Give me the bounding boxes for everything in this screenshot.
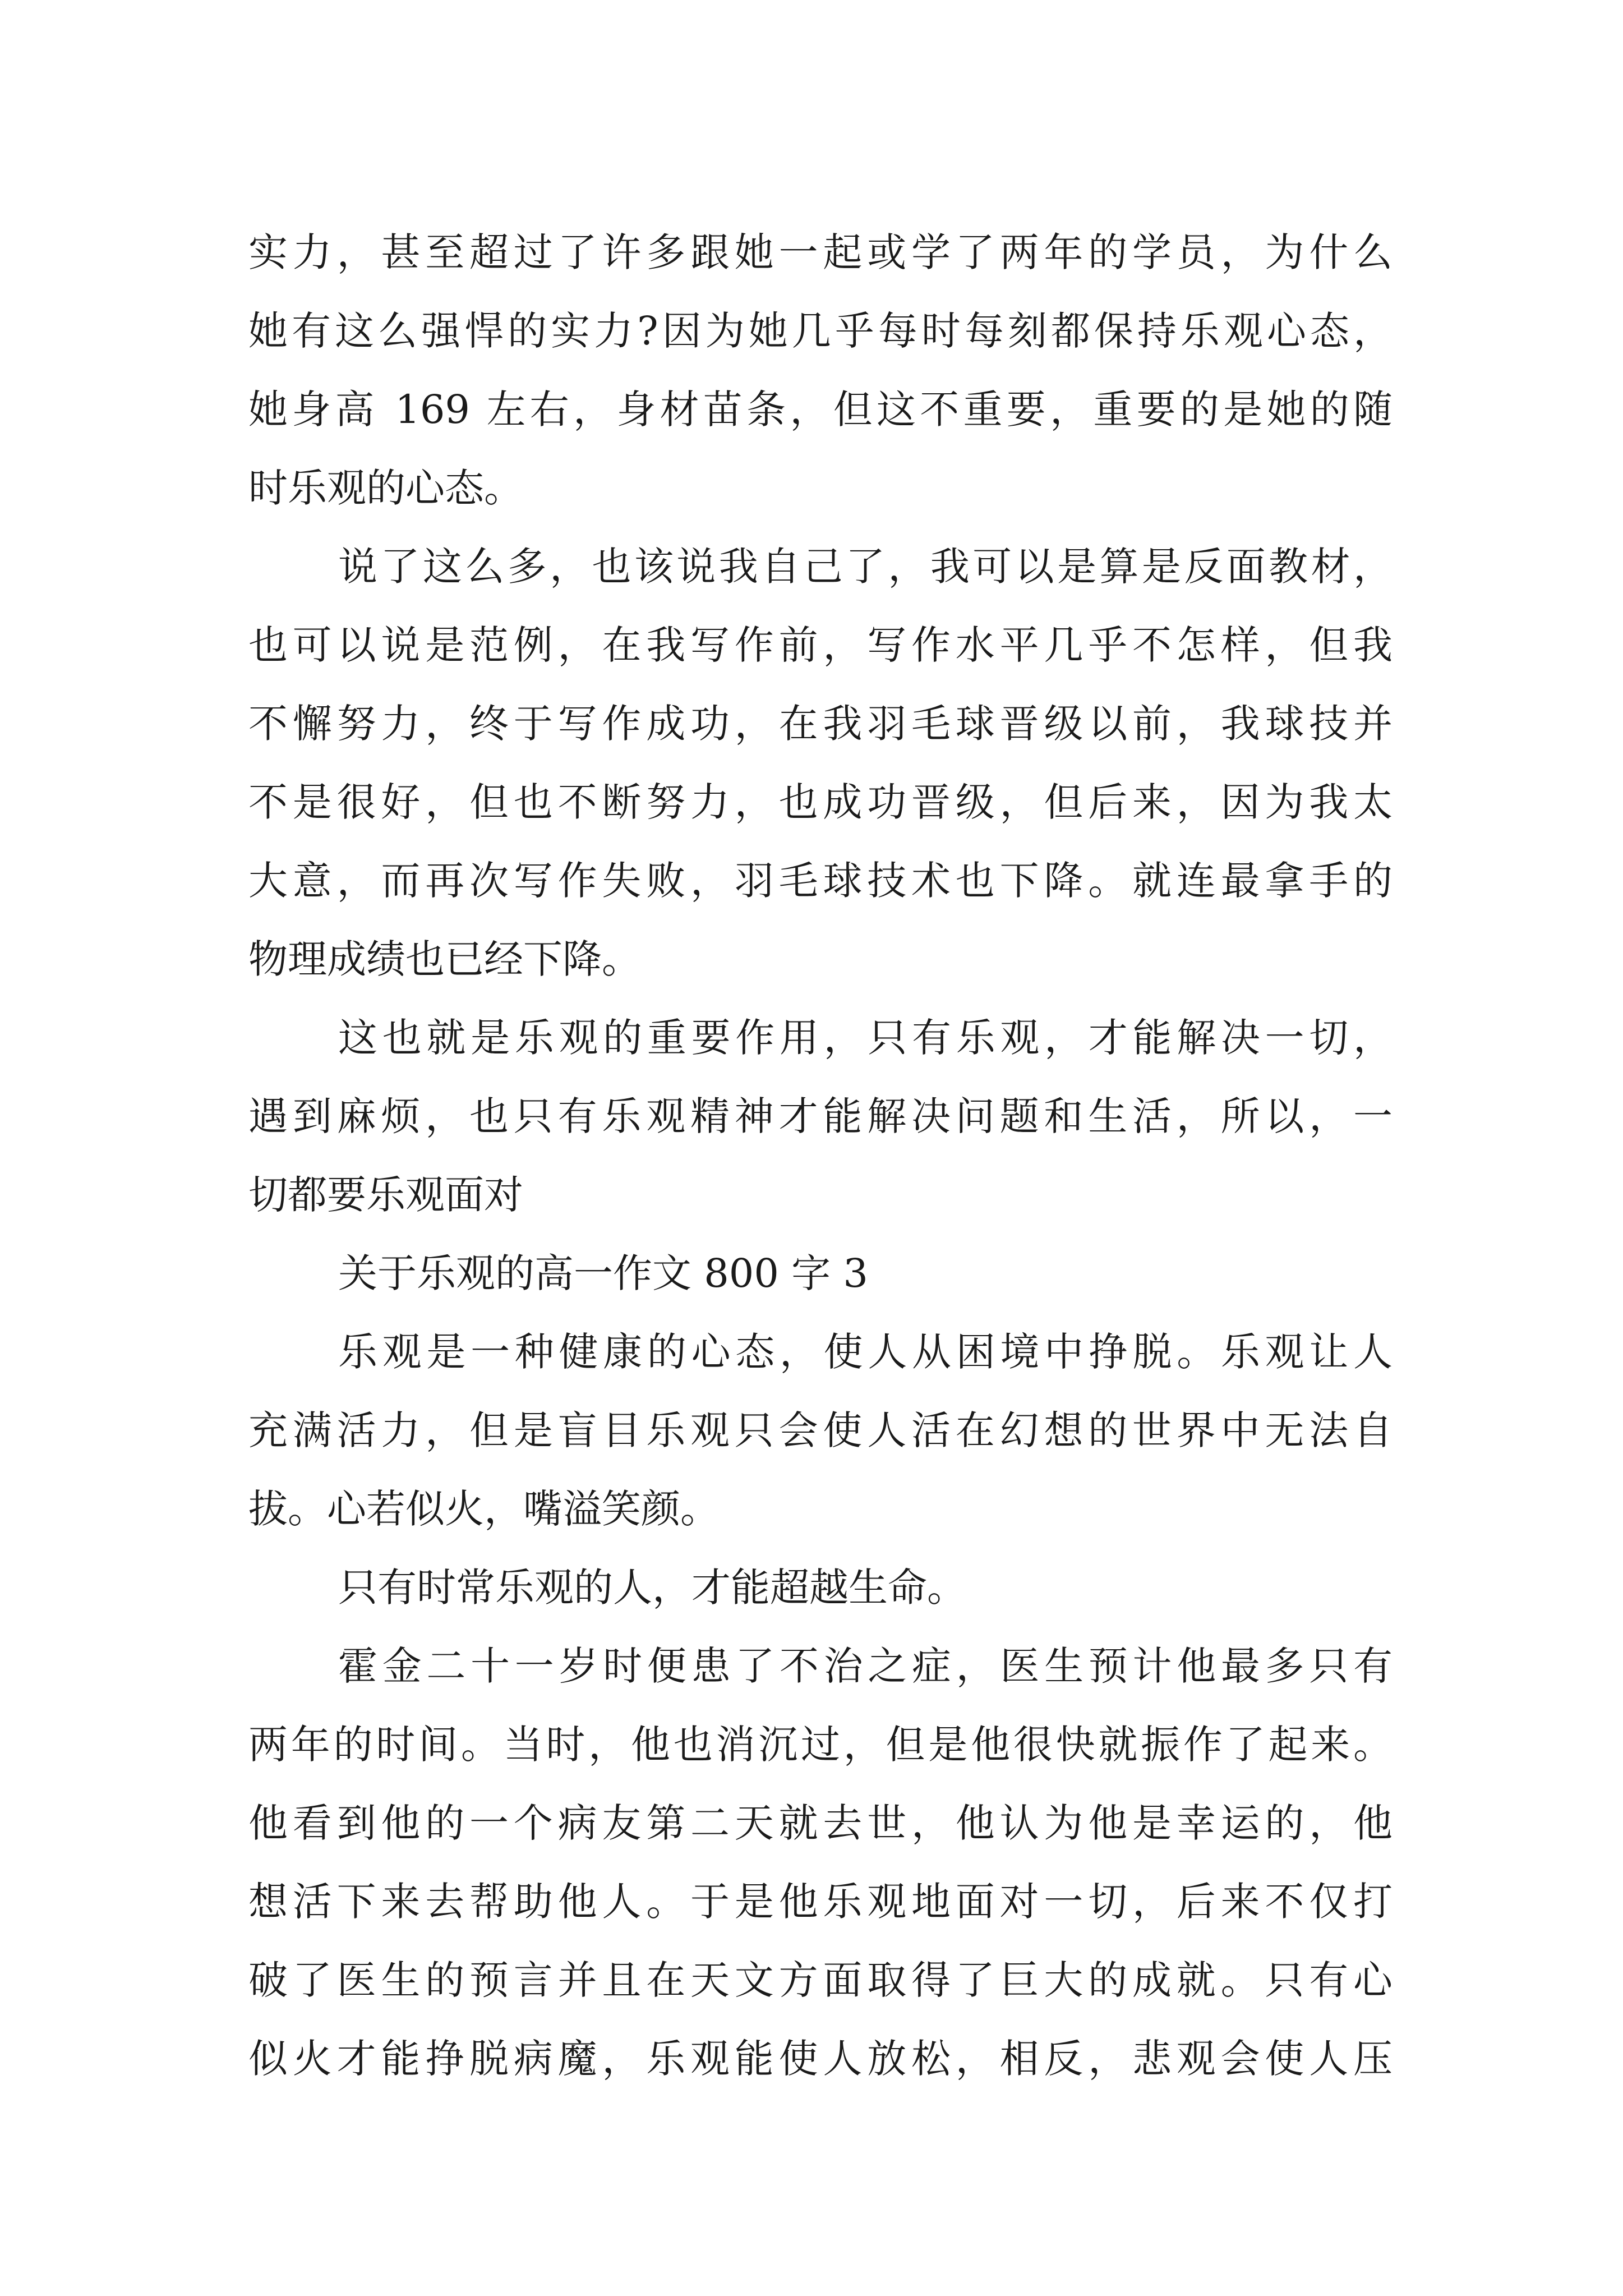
text-line: 也可以说是范例，在我写作前，写作水平几乎不怎样，但我 <box>248 622 1393 668</box>
paragraph-2 <box>248 527 1393 999</box>
text-line: 遇到麻烦，也只有乐观精神才能解决问题和生活，所以，一 <box>248 1093 1393 1139</box>
document-body <box>248 213 1393 2098</box>
text-line: 这也就是乐观的重要作用，只有乐观，才能解决一切， <box>338 1015 1393 1061</box>
paragraph-5 <box>248 1313 1393 1548</box>
text-line: 两年的时间。当时，他也消沉过，但是他很快就振作了起来。 <box>248 1722 1393 1768</box>
text-line: 时乐观的心态。 <box>248 465 523 511</box>
text-line: 她有这么强悍的实力?因为她几乎每时每刻都保持乐观心态， <box>248 308 1393 354</box>
text-line: 不懈努力，终于写作成功，在我羽毛球晋级以前，我球技并 <box>248 701 1393 747</box>
paragraph-3 <box>248 999 1393 1234</box>
text-line: 乐观是一种健康的心态，使人从困境中挣脱。乐观让人 <box>338 1329 1393 1375</box>
text-line: 霍金二十一岁时便患了不治之症，医生预计他最多只有 <box>338 1643 1393 1689</box>
essay-heading <box>248 1234 1393 1313</box>
text-line: 想活下来去帮助他人。于是他乐观地面对一切，后来不仅打 <box>248 1879 1393 1925</box>
paragraph-6 <box>248 1548 1393 1627</box>
text-line: 不是很好，但也不断努力，也成功晋级，但后来，因为我太 <box>248 779 1393 825</box>
text-line: 大意，而再次写作失败，羽毛球技术也下降。就连最拿手的 <box>248 858 1393 904</box>
text-line: 他看到他的一个病友第二天就去世，他认为他是幸运的，他 <box>248 1800 1393 1846</box>
text-line: 物理成绩也已经下降。 <box>248 936 641 982</box>
text-line: 她身高 169 左右，身材苗条，但这不重要，重要的是她的随 <box>248 386 1393 432</box>
text-line: 切都要乐观面对 <box>248 1172 523 1218</box>
text-line: 实力，甚至超过了许多跟她一起或学了两年的学员，为什么 <box>248 229 1393 275</box>
text-line: 说了这么多，也该说我自己了，我可以是算是反面教材， <box>338 544 1393 590</box>
text-line: 充满活力，但是盲目乐观只会使人活在幻想的世界中无法自 <box>248 1407 1393 1453</box>
text-line: 似火才能挣脱病魔，乐观能使人放松，相反，悲观会使人压 <box>248 2036 1393 2082</box>
section-title: 关于乐观的高一作文 800 字 3 <box>338 1250 868 1296</box>
text-line: 拔。心若似火，嘴溢笑颜。 <box>248 1486 720 1532</box>
paragraph-1 <box>248 213 1393 527</box>
text-line: 破了医生的预言并且在天文方面取得了巨大的成就。只有心 <box>248 1957 1393 2003</box>
text-line: 只有时常乐观的人，才能超越生命。 <box>338 1565 966 1611</box>
paragraph-7 <box>248 1627 1393 2098</box>
